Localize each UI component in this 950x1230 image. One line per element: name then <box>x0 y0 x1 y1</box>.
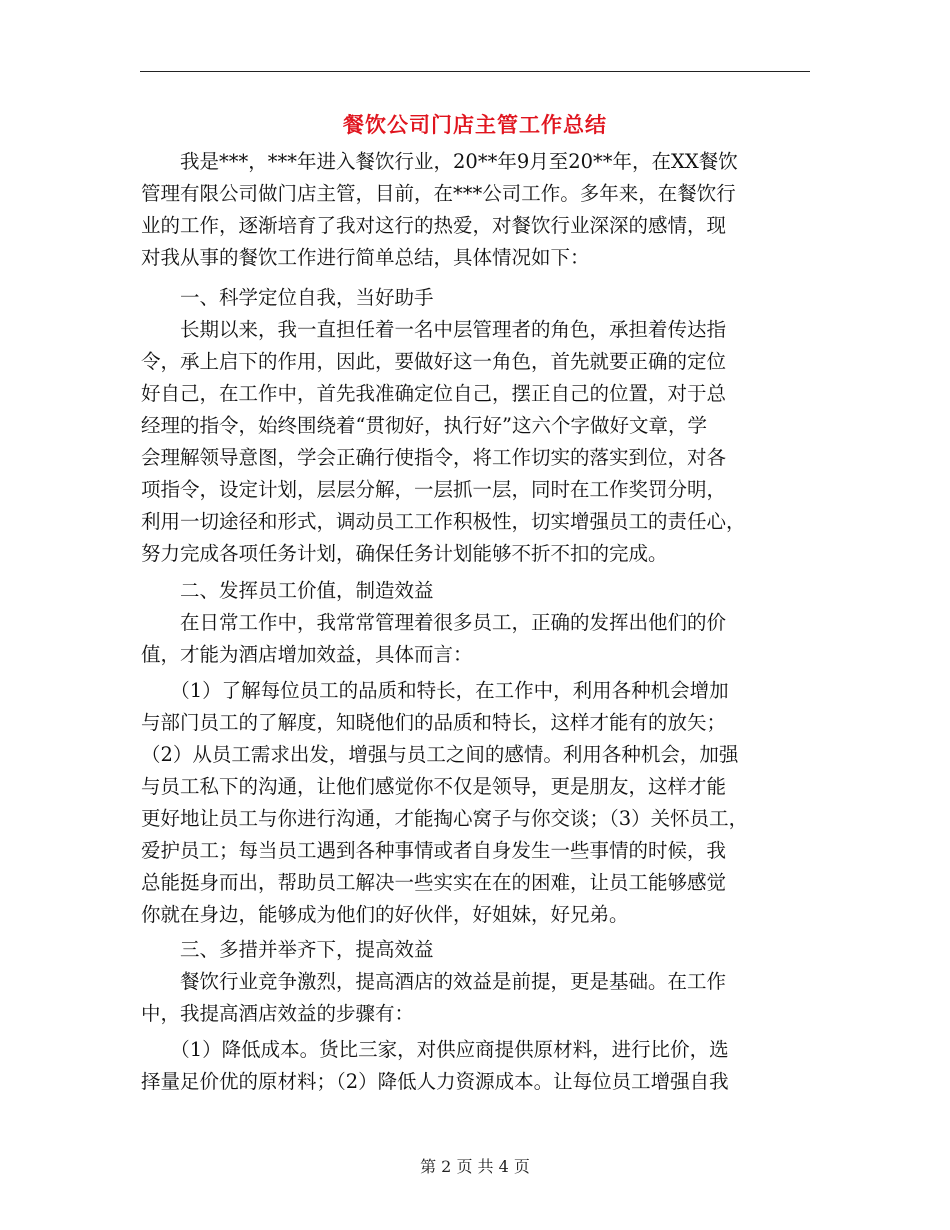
document-title: 餐饮公司门店主管工作总结 <box>343 112 607 137</box>
body-line: 餐饮行业竞争激烈，提高酒店的效益是前提，更是基础。在工作 <box>141 970 727 993</box>
body-line: 会理解领导意图，学会正确行使指令，将工作切实的落实到位，对各 <box>141 446 727 469</box>
body-line: 在日常工作中，我常常管理着很多员工，正确的发挥出他们的价 <box>141 611 727 634</box>
section-heading-3: 三、多措并举齐下，提高效益 <box>141 938 434 961</box>
body-line: 我是***，***年进入餐饮行业，20**年9月至20**年，在XX餐饮 <box>141 150 738 173</box>
body-line: 择量足价优的原材料；（2）降低人力资源成本。让每位员工增强自我 <box>141 1070 729 1093</box>
section-heading-2: 二、发挥员工价值，制造效益 <box>141 579 434 602</box>
page-number: 第 2 页 共 4 页 <box>420 1157 530 1176</box>
body-line: 好自己，在工作中，首先我准确定位自己，摆正自己的位置，对于总 <box>141 382 727 405</box>
body-line: 值，才能为酒店增加效益，具体而言： <box>141 643 473 666</box>
body-line: （1）了解每位员工的品质和特长，在工作中，利用各种机会增加 <box>141 679 729 702</box>
body-line: 令，承上启下的作用，因此，要做好这一角色，首先就要正确的定位 <box>141 350 727 373</box>
body-line: 项指令，设定计划，层层分解，一层抓一层，同时在工作奖罚分明， <box>141 478 727 501</box>
body-line: 利用一切途径和形式，调动员工工作积极性，切实增强员工的责任心， <box>141 510 746 533</box>
body-line: 业的工作，逐渐培育了我对这行的热爱，对餐饮行业深深的感情，现 <box>141 214 727 237</box>
section-heading-1: 一、科学定位自我，当好助手 <box>141 286 434 309</box>
body-line: 你就在身边，能够成为他们的好伙伴，好姐妹，好兄弟。 <box>141 903 629 926</box>
body-line: （2）从员工需求出发，增强与员工之间的感情。利用各种机会，加强 <box>141 743 739 766</box>
body-line: （1）降低成本。货比三家，对供应商提供原材料，进行比价，选 <box>141 1038 729 1061</box>
body-line: 长期以来，我一直担任着一名中层管理者的角色，承担着传达指 <box>141 318 727 341</box>
body-line: 与员工私下的沟通，让他们感觉你不仅是领导，更是朋友，这样才能 <box>141 775 727 798</box>
body-line: 对我从事的餐饮工作进行简单总结，具体情况如下： <box>141 246 590 269</box>
body-line: 爱护员工；每当员工遇到各种事情或者自身发生一些事情的时候，我 <box>141 839 727 862</box>
body-line: 努力完成各项任务计划，确保任务计划能够不折不扣的完成。 <box>141 542 668 565</box>
body-line: 经理的指令，始终围绕着“贯彻好，执行好”这六个字做好文章，学 <box>141 414 707 437</box>
body-line: 与部门员工的了解度，知晓他们的品质和特长，这样才能有的放矢； <box>141 711 727 734</box>
body-line: 中，我提高酒店效益的步骤有： <box>141 1002 415 1025</box>
body-line: 管理有限公司做门店主管，目前，在***公司工作。多年来，在餐饮行 <box>141 182 736 205</box>
body-line: 总能挺身而出，帮助员工解决一些实实在在的困难，让员工能够感觉 <box>141 871 727 894</box>
body-line: 更好地让员工与你进行沟通，才能掏心窝子与你交谈；（3）关怀员工， <box>141 807 749 830</box>
header-rule <box>140 71 810 72</box>
